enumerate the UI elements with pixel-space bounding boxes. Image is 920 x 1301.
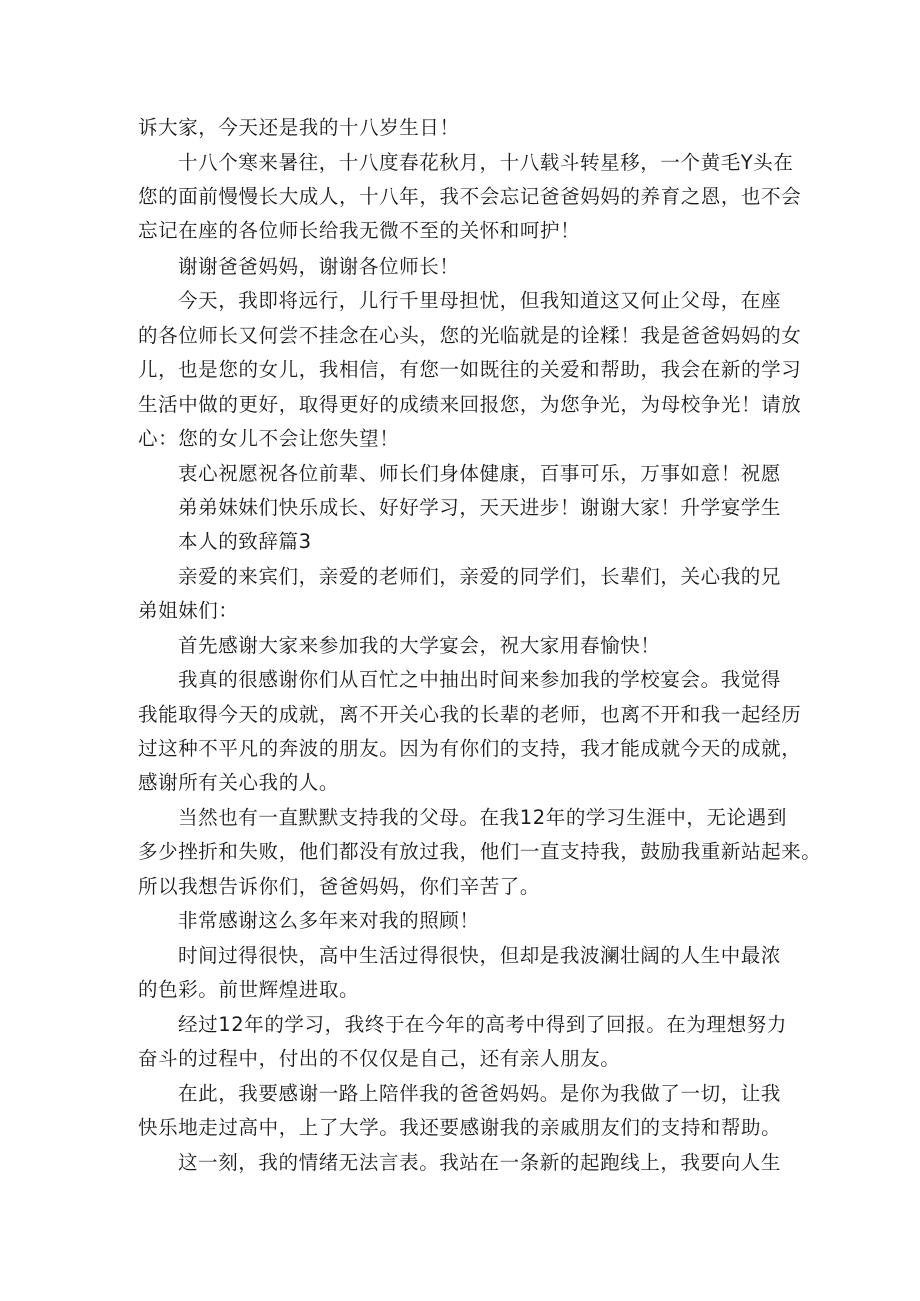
text-line: 忘记在座的各位师长给我无微不至的关怀和呵护！ [138, 219, 581, 242]
text-line: 经过12年的学习，我终于在今年的高考中得到了回报。在为理想努力 [178, 1013, 787, 1036]
text-line: 弟姐妹们： [138, 599, 239, 622]
text-line: 所以我想告诉你们，爸爸妈妈，你们辛苦了。 [138, 875, 541, 898]
text-line: 这一刻，我的情绪无法言表。我站在一条新的起跑线上，我要向人生 [178, 1151, 782, 1174]
text-line: 今天，我即将远行，儿行千里母担忧，但我知道这又何止父母，在座 [178, 289, 782, 312]
text-line: 感谢所有关心我的人。 [138, 771, 340, 794]
section-heading: 本人的致辞篇3 [178, 530, 312, 553]
text-line: 衷心祝愿祝各位前辈、师长们身体健康，百事可乐，万事如意！祝愿 [178, 462, 782, 485]
text-line: 生活中做的更好，取得更好的成绩来回报您，为您争光，为母校争光！请放 [138, 393, 802, 416]
text-line: 我能取得今天的成就，离不开关心我的长辈的老师，也离不开和我一起经历 [138, 703, 802, 726]
text-line: 的色彩。前世辉煌进取。 [138, 978, 360, 1001]
text-line: 过这种不平凡的奔波的朋友。因为有你们的支持，我才能成就今天的成就， [138, 737, 802, 760]
text-line: 首先感谢大家来参加我的大学宴会，祝大家用春愉快！ [178, 634, 661, 657]
text-line: 谢谢爸爸妈妈，谢谢各位师长！ [178, 255, 460, 278]
text-line: 在此，我要感谢一路上陪伴我的爸爸妈妈。是你为我做了一切，让我 [178, 1082, 782, 1105]
text-line: 快乐地走过高中，上了大学。我还要感谢我的亲戚朋友们的支持和帮助。 [138, 1116, 782, 1139]
text-line: 儿，也是您的女儿，我相信，有您一如既往的关爱和帮助，我会在新的学习 [138, 358, 802, 381]
text-line: 亲爱的来宾们，亲爱的老师们，亲爱的同学们，长辈们，关心我的兄 [178, 565, 782, 588]
text-line: 我真的很感谢你们从百忙之中抽出时间来参加我的学校宴会。我觉得 [178, 668, 782, 691]
text-line: 十八个寒来暑往，十八度春花秋月，十八载斗转星移，一个黄毛Y头在 [178, 151, 794, 174]
text-line: 弟弟妹妹们快乐成长、好好学习，天天进步！谢谢大家！升学宴学生 [178, 496, 782, 519]
text-line: 您的面前慢慢长大成人，十八年，我不会忘记爸爸妈妈的养育之恩，也不会 [138, 185, 802, 208]
text-line: 当然也有一直默默支持我的父母。在我12年的学习生涯中，无论遇到 [178, 806, 787, 829]
text-line: 奋斗的过程中，付出的不仅仅是自己，还有亲人朋友。 [138, 1047, 621, 1070]
text-line: 非常感谢这么多年来对我的照顾！ [178, 909, 480, 932]
text-line: 多少挫折和失败，他们都没有放过我，他们一直支持我，鼓励我重新站起来。 [138, 840, 822, 863]
text-line: 时间过得很快，高中生活过得很快，但却是我波澜壮阔的人生中最浓 [178, 944, 782, 967]
text-line: 的各位师长又何尝不挂念在心头，您的光临就是的诠糅！我是爸爸妈妈的女 [138, 324, 802, 347]
text-line: 诉大家，今天还是我的十八岁生日！ [138, 116, 460, 139]
text-line: 心：您的女儿不会让您失望！ [138, 427, 400, 450]
